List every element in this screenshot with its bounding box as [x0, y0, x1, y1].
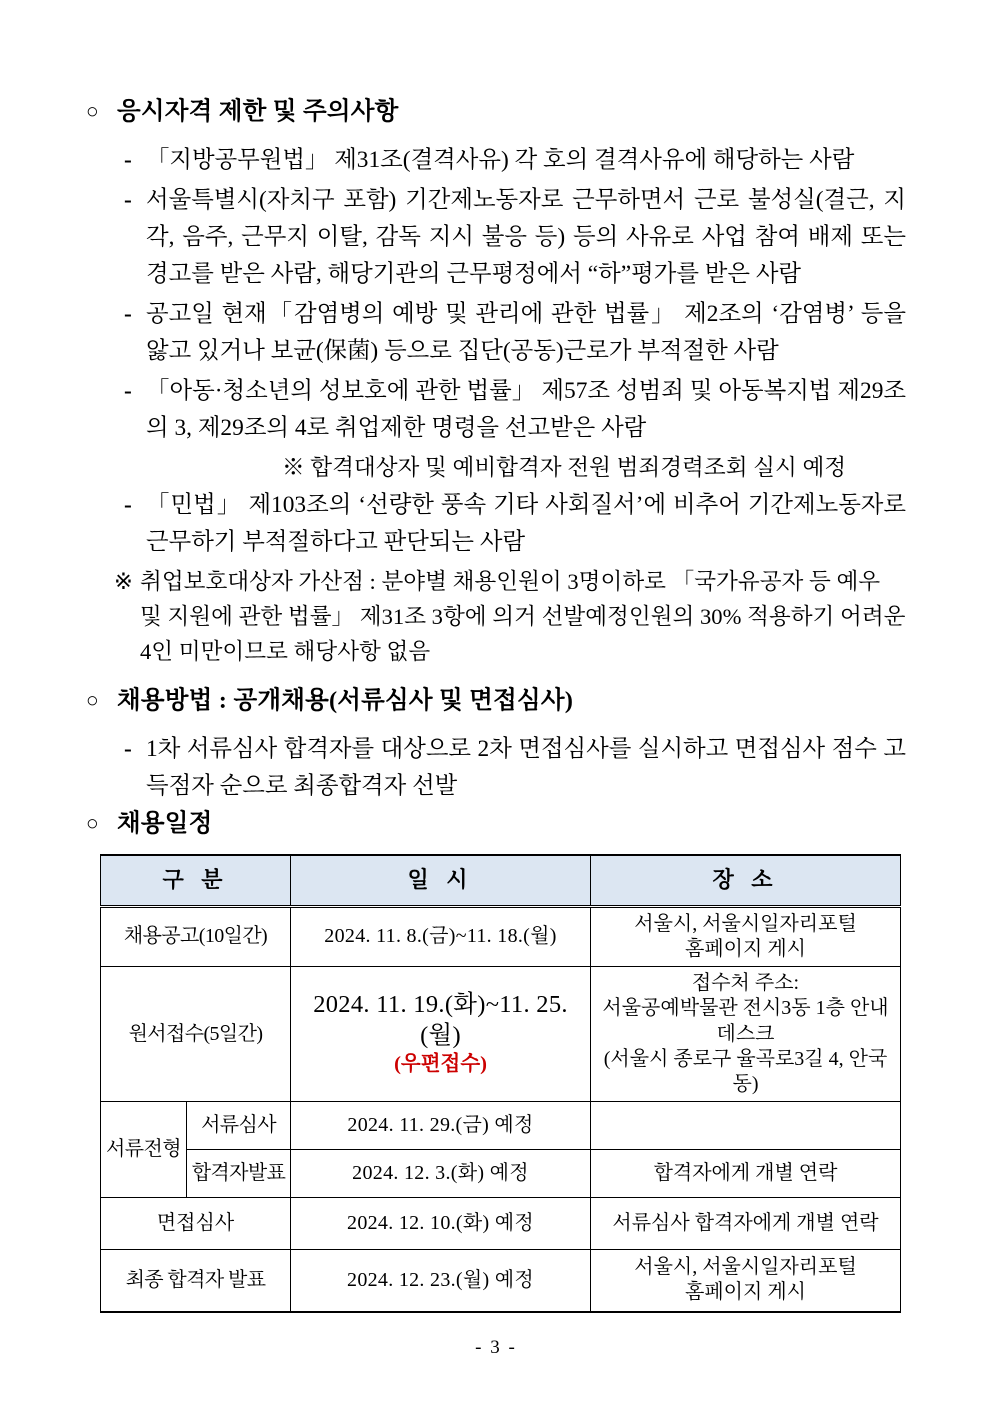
eligibility-item-0-text: 「지방공무원법」 제31조(결격사유) 각 호의 결격사유에 해당하는 사람 — [146, 146, 855, 173]
eligibility-item-1 — [86, 182, 906, 293]
row-date-1 — [291, 967, 591, 1102]
eligibility-item-2 — [86, 296, 906, 370]
reference-mark-icon: ※ — [114, 568, 133, 594]
eligibility-item-3-subnote: ※ 합격대상자 및 예비합격자 전원 범죄경력조회 실시 예정 — [282, 454, 847, 480]
row-place-1-line-2: (서울시 종로구 율곡로3길 4, 안국동) — [603, 1047, 888, 1095]
table-row — [101, 967, 901, 1102]
row-date-4: 2024. 12. 10.(화) 예정 — [291, 1198, 591, 1250]
row-category-5: 최종 합격자 발표 — [101, 1250, 291, 1312]
table-row — [101, 906, 901, 966]
eligibility-item-3 — [86, 373, 906, 447]
row-category-1: 원서접수(5일간) — [101, 967, 291, 1102]
dash-marker-icon: - — [124, 736, 132, 763]
dash-marker-icon: - — [124, 377, 132, 404]
row-date-1-emphasis: (우편접수) — [394, 1053, 487, 1076]
row-date-2: 2024. 11. 29.(금) 예정 — [291, 1102, 591, 1150]
section-heading-eligibility — [86, 96, 906, 128]
schedule-table — [100, 854, 901, 1313]
eligibility-item-1-text: 서울특별시(자치구 포함) 기간제노동자로 근무하면서 근로 불성실(결근, 지각, 음주, 근무지 이탈, 감독 지시 불응 등) 등의 사유로 사업 참여 배제 또는 경고를 받은 사람, 해당기관의 근무평정에서 “하”평가를 받은 사람 — [146, 186, 906, 287]
row-place-5-line-0: 서울시, 서울시일자리포털 — [634, 1256, 857, 1279]
table-row — [101, 1102, 901, 1150]
row-place-1-line-1: 서울공예박물관 전시3동 1층 안내데스크 — [602, 997, 889, 1045]
method-item-0 — [86, 731, 906, 805]
column-header-category: 구 분 — [101, 855, 291, 906]
dash-marker-icon: - — [124, 146, 132, 173]
row-place-1 — [591, 967, 901, 1102]
section-title-eligibility: 응시자격 제한 및 주의사항 — [117, 98, 399, 125]
eligibility-item-4 — [86, 487, 906, 561]
row-place-0-line-1: 홈페이지 게시 — [685, 938, 806, 960]
row-place-1-line-0: 접수처 주소: — [691, 972, 800, 995]
row-place-5 — [591, 1250, 901, 1312]
method-item-0-text: 1차 서류심사 합격자를 대상으로 2차 면접심사를 실시하고 면접심사 점수 고득점자 순으로 최종합격자 선발 — [146, 736, 906, 800]
dash-marker-icon: - — [124, 186, 132, 213]
section-heading-schedule — [86, 808, 906, 840]
row-place-3: 합격자에게 개별 연락 — [591, 1150, 901, 1198]
dash-marker-icon: - — [124, 491, 132, 518]
bullet-circle-icon: ○ — [86, 99, 99, 123]
row-date-1-main: 2024. 11. 19.(화)~11. 25.(월) — [313, 991, 568, 1050]
section-title-method: 채용방법 : 공개채용(서류심사 및 면접심사) — [117, 687, 574, 715]
section-title-schedule: 채용일정 — [117, 810, 213, 838]
eligibility-footnote-text: 취업보호대상자 가산점 : 분야별 채용인원이 3명이하로 「국가유공자 등 예우 및 지원에 관한 법률」 제31조 3항에 의거 선발예정인원의 30% 적용하기 어려운 4인 미만이므로 해당사항 없음 — [140, 568, 906, 665]
table-row — [101, 1150, 901, 1198]
row-place-0 — [591, 906, 901, 966]
schedule-table-container — [100, 854, 900, 1313]
row-place-5-line-1: 홈페이지 게시 — [685, 1281, 806, 1304]
row-date-0: 2024. 11. 8.(금)~11. 18.(월) — [291, 906, 591, 966]
row-date-3: 2024. 12. 3.(화) 예정 — [291, 1150, 591, 1198]
eligibility-item-2-text: 공고일 현재「감염병의 예방 및 관리에 관한 법률」 제2조의 ‘감염병’ 등을 앓고 있거나 보균(保菌) 등으로 집단(공동)근로가 부적절한 사람 — [146, 300, 906, 364]
row-category-0: 채용공고(10일간) — [101, 906, 291, 966]
row-category-2: 서류전형 — [101, 1102, 187, 1198]
eligibility-item-3-text: 「아동·청소년의 성보호에 관한 법률」 제57조 성범죄 및 아동복지법 제29조의 3, 제29조의 4로 취업제한 명령을 선고받은 사람 — [146, 377, 906, 441]
table-row — [101, 1198, 901, 1250]
table-row — [101, 1250, 901, 1312]
row-place-0-line-0: 서울시, 서울시일자리포털 — [634, 912, 857, 935]
column-header-place: 장 소 — [591, 855, 901, 906]
row-place-4: 서류심사 합격자에게 개별 연락 — [591, 1198, 901, 1250]
eligibility-item-0 — [86, 142, 906, 179]
bullet-circle-icon: ○ — [86, 688, 99, 713]
row-subcategory-3: 합격자발표 — [187, 1150, 291, 1198]
column-header-date: 일 시 — [291, 855, 591, 906]
section-heading-method — [86, 685, 906, 717]
row-date-5: 2024. 12. 23.(월) 예정 — [291, 1250, 591, 1312]
eligibility-footnote — [86, 564, 906, 670]
eligibility-item-4-text: 「민법」 제103조의 ‘선량한 풍속 기타 사회질서’에 비추어 기간제노동자로 근무하기 부적절하다고 판단되는 사람 — [146, 491, 906, 555]
row-place-2 — [591, 1102, 901, 1150]
dash-marker-icon: - — [124, 300, 132, 327]
row-subcategory-2: 서류심사 — [187, 1102, 291, 1150]
row-category-4: 면접심사 — [101, 1198, 291, 1250]
page-number-footer: - 3 - — [475, 1337, 517, 1358]
bullet-circle-icon: ○ — [86, 811, 99, 836]
table-header-row — [101, 855, 901, 906]
